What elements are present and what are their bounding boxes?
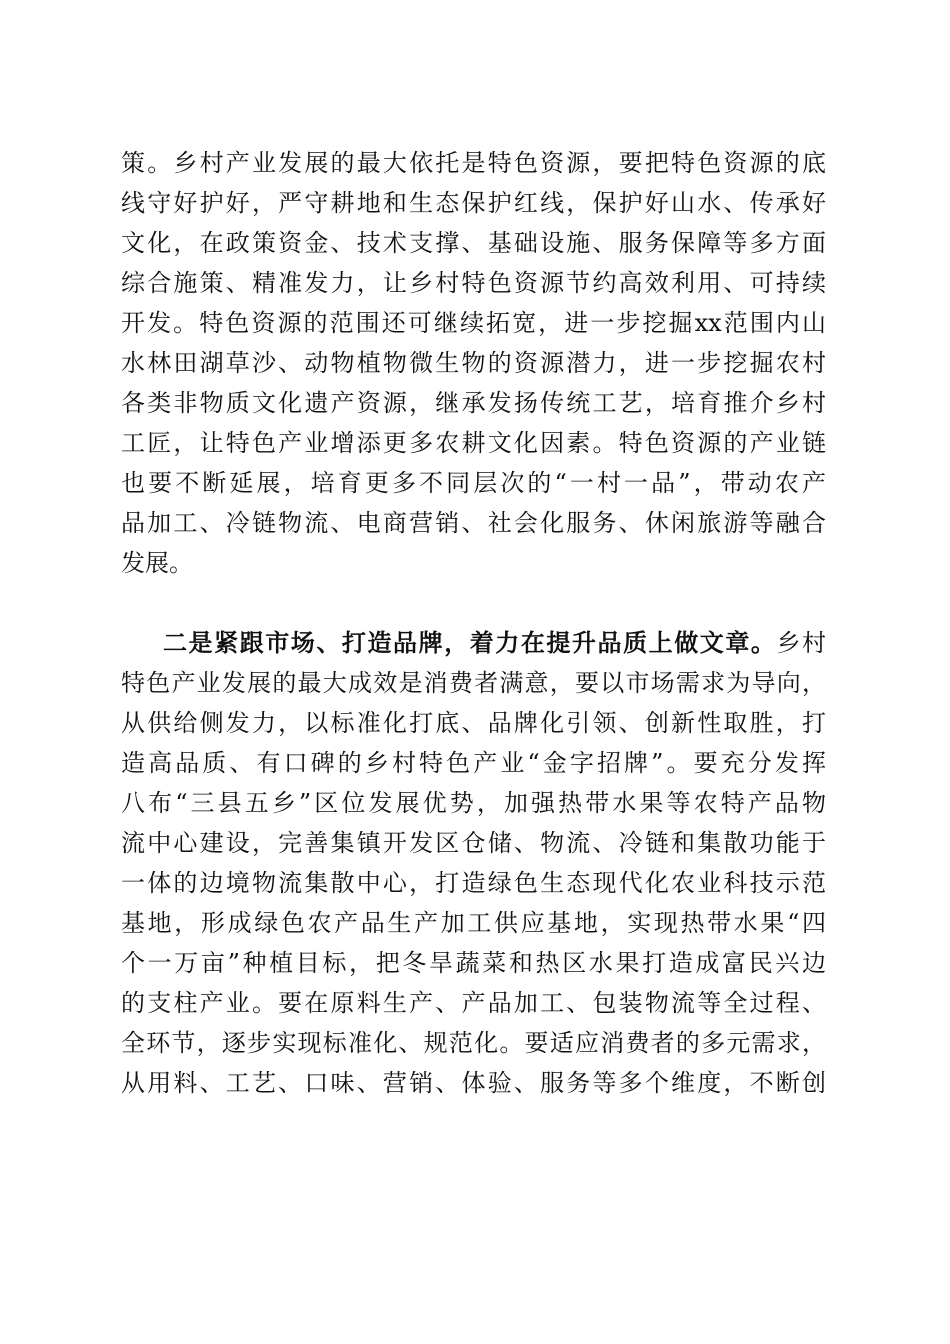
paragraph-2-first-line xyxy=(163,623,826,663)
paragraph-2-line: 八布“三县五乡”区位发展优势，加强热带水果等农特产品物 xyxy=(121,789,826,817)
paragraph-2-line: 从用料、工艺、口味、营销、体验、服务等多个维度，不断创 xyxy=(121,1069,826,1097)
paragraph-2-line: 从供给侧发力，以标准化打底、品牌化引领、创新性取胜，打 xyxy=(121,709,826,737)
paragraph-1-line: 开发。特色资源的范围还可继续拓宽，进一步挖掘xx范围内山 xyxy=(121,309,826,337)
paragraph-1-line: 品加工、冷链物流、电商营销、社会化服务、休闲旅游等融合 xyxy=(121,509,826,537)
paragraph-2-heading: 二是紧跟市场、打造品牌，着力在提升品质上做文章。 xyxy=(163,628,777,657)
paragraph-1-line: 工匠，让特色产业增添更多农耕文化因素。特色资源的产业链 xyxy=(121,429,826,457)
paragraph-2-line: 全环节，逐步实现标准化、规范化。要适应消费者的多元需求， xyxy=(121,1029,826,1057)
paragraph-1-line: 各类非物质文化遗产资源，继承发扬传统工艺，培育推介乡村 xyxy=(121,389,826,417)
paragraph-1-line: 策。乡村产业发展的最大依托是特色资源，要把特色资源的底 xyxy=(121,149,826,177)
paragraph-2-line: 基地，形成绿色农产品生产加工供应基地，实现热带水果“四 xyxy=(121,909,826,937)
paragraph-2-line: 个一万亩”种植目标，把冬旱蔬菜和热区水果打造成富民兴边 xyxy=(121,949,826,977)
paragraph-1-line: 线守好护好，严守耕地和生态保护红线，保护好山水、传承好 xyxy=(121,189,826,217)
paragraph-1-line: 发展。 xyxy=(121,549,193,577)
paragraph-2-line: 造高品质、有口碑的乡村特色产业“金字招牌”。要充分发挥 xyxy=(121,749,826,777)
paragraph-2-line: 流中心建设，完善集镇开发区仓储、物流、冷链和集散功能于 xyxy=(121,829,826,857)
paragraph-2-first-line-rest: 乡村 xyxy=(776,629,827,657)
paragraph-1-line: 也要不断延展，培育更多不同层次的“一村一品”，带动农产 xyxy=(121,469,826,497)
paragraph-2-line: 一体的边境物流集散中心，打造绿色生态现代化农业科技示范 xyxy=(121,869,826,897)
paragraph-1-line: 文化，在政策资金、技术支撑、基础设施、服务保障等多方面 xyxy=(121,229,826,257)
paragraph-1-line: 综合施策、精准发力，让乡村特色资源节约高效利用、可持续 xyxy=(121,269,826,297)
paragraph-2-line: 特色产业发展的最大成效是消费者满意，要以市场需求为导向， xyxy=(121,669,826,697)
paragraph-1-line: 水林田湖草沙、动物植物微生物的资源潜力，进一步挖掘农村 xyxy=(121,349,826,377)
paragraph-2-line: 的支柱产业。要在原料生产、产品加工、包装物流等全过程、 xyxy=(121,989,826,1017)
